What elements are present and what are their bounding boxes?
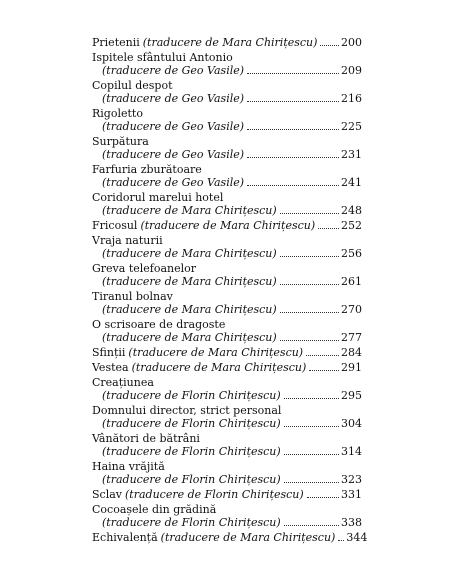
entry-translator: (traducere de Geo Vasile) [102,147,245,161]
entry-translator: (traducere de Florin Chirițescu) [102,472,281,486]
toc-entry-line [92,37,362,50]
entry-translator: (traducere de Mara Chirițescu) [140,218,316,232]
entry-title: Copilul despot [92,79,173,93]
toc-entry-title-line [92,235,362,248]
toc-entry [92,108,362,134]
dot-leader [284,398,339,399]
entry-page-number: 331 [341,487,362,501]
toc-entry [92,489,362,502]
toc-entry-translator-line [92,517,362,530]
toc-entry [92,192,362,218]
toc-entry-line [92,530,368,545]
dot-leader [284,525,339,526]
toc-entry [92,504,362,530]
entry-title: Fricosul [92,218,138,232]
entry-translator: (traducere de Florin Chirițescu) [102,416,281,430]
toc-entry [92,235,362,261]
dot-leader [280,340,339,341]
dot-leader [247,185,339,186]
toc-entry [92,377,362,403]
entry-page-number: 284 [341,345,362,359]
dot-leader [318,228,339,229]
entry-page-number: 216 [341,91,362,105]
entry-page-number: 304 [341,416,362,430]
dot-leader [247,73,339,74]
toc-entry [92,362,362,375]
entry-page-number: 252 [341,218,362,232]
entry-translator: (traducere de Geo Vasile) [102,63,245,77]
entry-translator: (traducere de Mara Chirițescu) [128,345,304,359]
entry-title: Greva telefoanelor [92,261,197,275]
toc-entry-title-line [92,80,362,93]
entry-page-number: 209 [341,63,362,77]
entry-title: Vestea [92,360,129,374]
dot-leader [309,370,339,371]
toc-entry [92,291,362,317]
entry-translator: (traducere de Mara Chirițescu) [160,530,336,544]
entry-title: O scrisoare de dragoste [92,317,226,331]
entry-title: Haina vrăjită [92,459,165,473]
toc-entry-translator-line [92,332,362,345]
toc-entry [92,461,362,487]
entry-page-number: 277 [341,330,362,344]
toc-entry-title-line [92,192,362,205]
entry-title: Sfinții [92,345,126,359]
entry-title: Surpătura [92,134,149,148]
toc-entry-title-line [92,136,362,149]
entry-title: Creațiunea [92,376,154,389]
entry-translator: (traducere de Mara Chirițescu) [142,36,318,49]
dot-leader [280,284,339,285]
toc-entry [92,319,362,345]
toc-entry-translator-line [92,149,362,162]
toc-entry-translator-line [92,65,362,78]
toc-entry-translator-line [92,121,362,134]
entry-translator: (traducere de Geo Vasile) [102,91,245,105]
dot-leader [284,454,339,455]
entry-title: Prietenii [92,36,140,49]
toc-entry [92,136,362,162]
toc-entry [92,347,362,360]
entry-title: Coridorul marelui hotel [92,190,224,204]
dot-leader [247,157,339,158]
entry-translator: (traducere de Florin Chirițescu) [102,515,281,529]
dot-leader [247,101,339,102]
toc-entry-translator-line [92,304,362,317]
toc-entry [92,37,362,50]
toc-entry-line [92,220,362,233]
entry-title: Cocoașele din grădină [92,502,217,516]
toc-entry-translator-line [92,248,362,261]
toc-entry-title-line [92,504,362,517]
entry-page-number: 344 [346,530,368,544]
entry-title: Echivalență [92,530,158,544]
entry-translator: (traducere de Florin Chirițescu) [102,444,281,458]
dot-leader [247,129,339,130]
entry-page-number: 323 [341,472,362,486]
entry-title: Domnului director, strict personal [92,403,282,417]
entry-page-number: 256 [341,246,362,260]
entry-title: Vânători de bătrâni [92,431,200,445]
entry-page-number: 295 [341,388,362,402]
toc-entry-title-line [92,263,362,276]
entry-translator: (traducere de Mara Chirițescu) [102,274,277,288]
toc-entry-title-line [92,319,362,332]
dot-leader [320,45,339,46]
dot-leader [307,497,339,498]
toc-entry-translator-line [92,390,362,403]
toc-entry-title-line [92,291,362,304]
toc-entry [92,80,362,106]
toc-entry-title-line [92,108,362,121]
entry-title: Vraja naturii [92,233,163,247]
dot-leader [284,426,339,427]
entry-translator: (traducere de Mara Chirițescu) [102,330,277,344]
dot-leader [280,213,339,214]
toc-entry-translator-line [92,205,362,218]
table-of-contents [92,36,368,545]
toc-entry-line [92,362,362,375]
toc-entry-line [92,489,362,502]
entry-translator: (traducere de Mara Chirițescu) [102,203,277,217]
toc-entry [92,530,368,545]
entry-page-number: 338 [341,515,362,529]
toc-entry-title-line [92,377,362,390]
toc-entry [92,433,362,459]
entry-translator: (traducere de Mara Chirițescu) [102,302,277,316]
dot-leader [280,312,339,313]
entry-page-number: 225 [341,119,362,133]
toc-entry-line [92,347,362,360]
entry-page-number: 314 [341,444,362,458]
toc-entry-title-line [92,433,362,446]
toc-entry-title-line [92,164,362,177]
entry-title: Sclav [92,487,122,501]
toc-entry-translator-line [92,276,362,289]
toc-entry-title-line [92,461,362,474]
entry-page-number: 248 [341,203,362,217]
toc-entry-translator-line [92,418,362,431]
entry-title: Farfuria zburătoare [92,162,202,176]
entry-translator: (traducere de Florin Chirițescu) [102,388,281,402]
dot-leader [280,256,339,257]
entry-title: Ispitele sfântului Antonio [92,51,233,65]
toc-entry-translator-line [92,474,362,487]
toc-entry [92,263,362,289]
entry-translator: (traducere de Mara Chirițescu) [131,360,307,374]
entry-translator: (traducere de Geo Vasile) [102,175,245,189]
toc-entry-translator-line [92,446,362,459]
toc-entry [92,164,362,190]
toc-entry-translator-line [92,93,362,106]
dot-leader [306,355,339,356]
entry-title: Rigoletto [92,107,143,121]
entry-page-number: 231 [341,147,362,161]
dot-leader [338,540,344,541]
entry-page-number: 270 [341,302,362,316]
entry-translator: (traducere de Mara Chirițescu) [102,246,277,260]
toc-entry-translator-line [92,177,362,190]
toc-entry [92,405,362,431]
entry-translator: (traducere de Florin Chirițescu) [125,487,304,501]
entry-page-number: 241 [341,175,362,189]
toc-entry-title-line [92,405,362,418]
entry-title: Tiranul bolnav [92,289,173,303]
entry-page-number: 261 [341,274,362,288]
toc-entry [92,52,362,78]
entry-translator: (traducere de Geo Vasile) [102,119,245,133]
dot-leader [284,482,339,483]
toc-entry [92,220,362,233]
entry-page-number: 200 [341,36,362,49]
entry-page-number: 291 [341,360,362,374]
